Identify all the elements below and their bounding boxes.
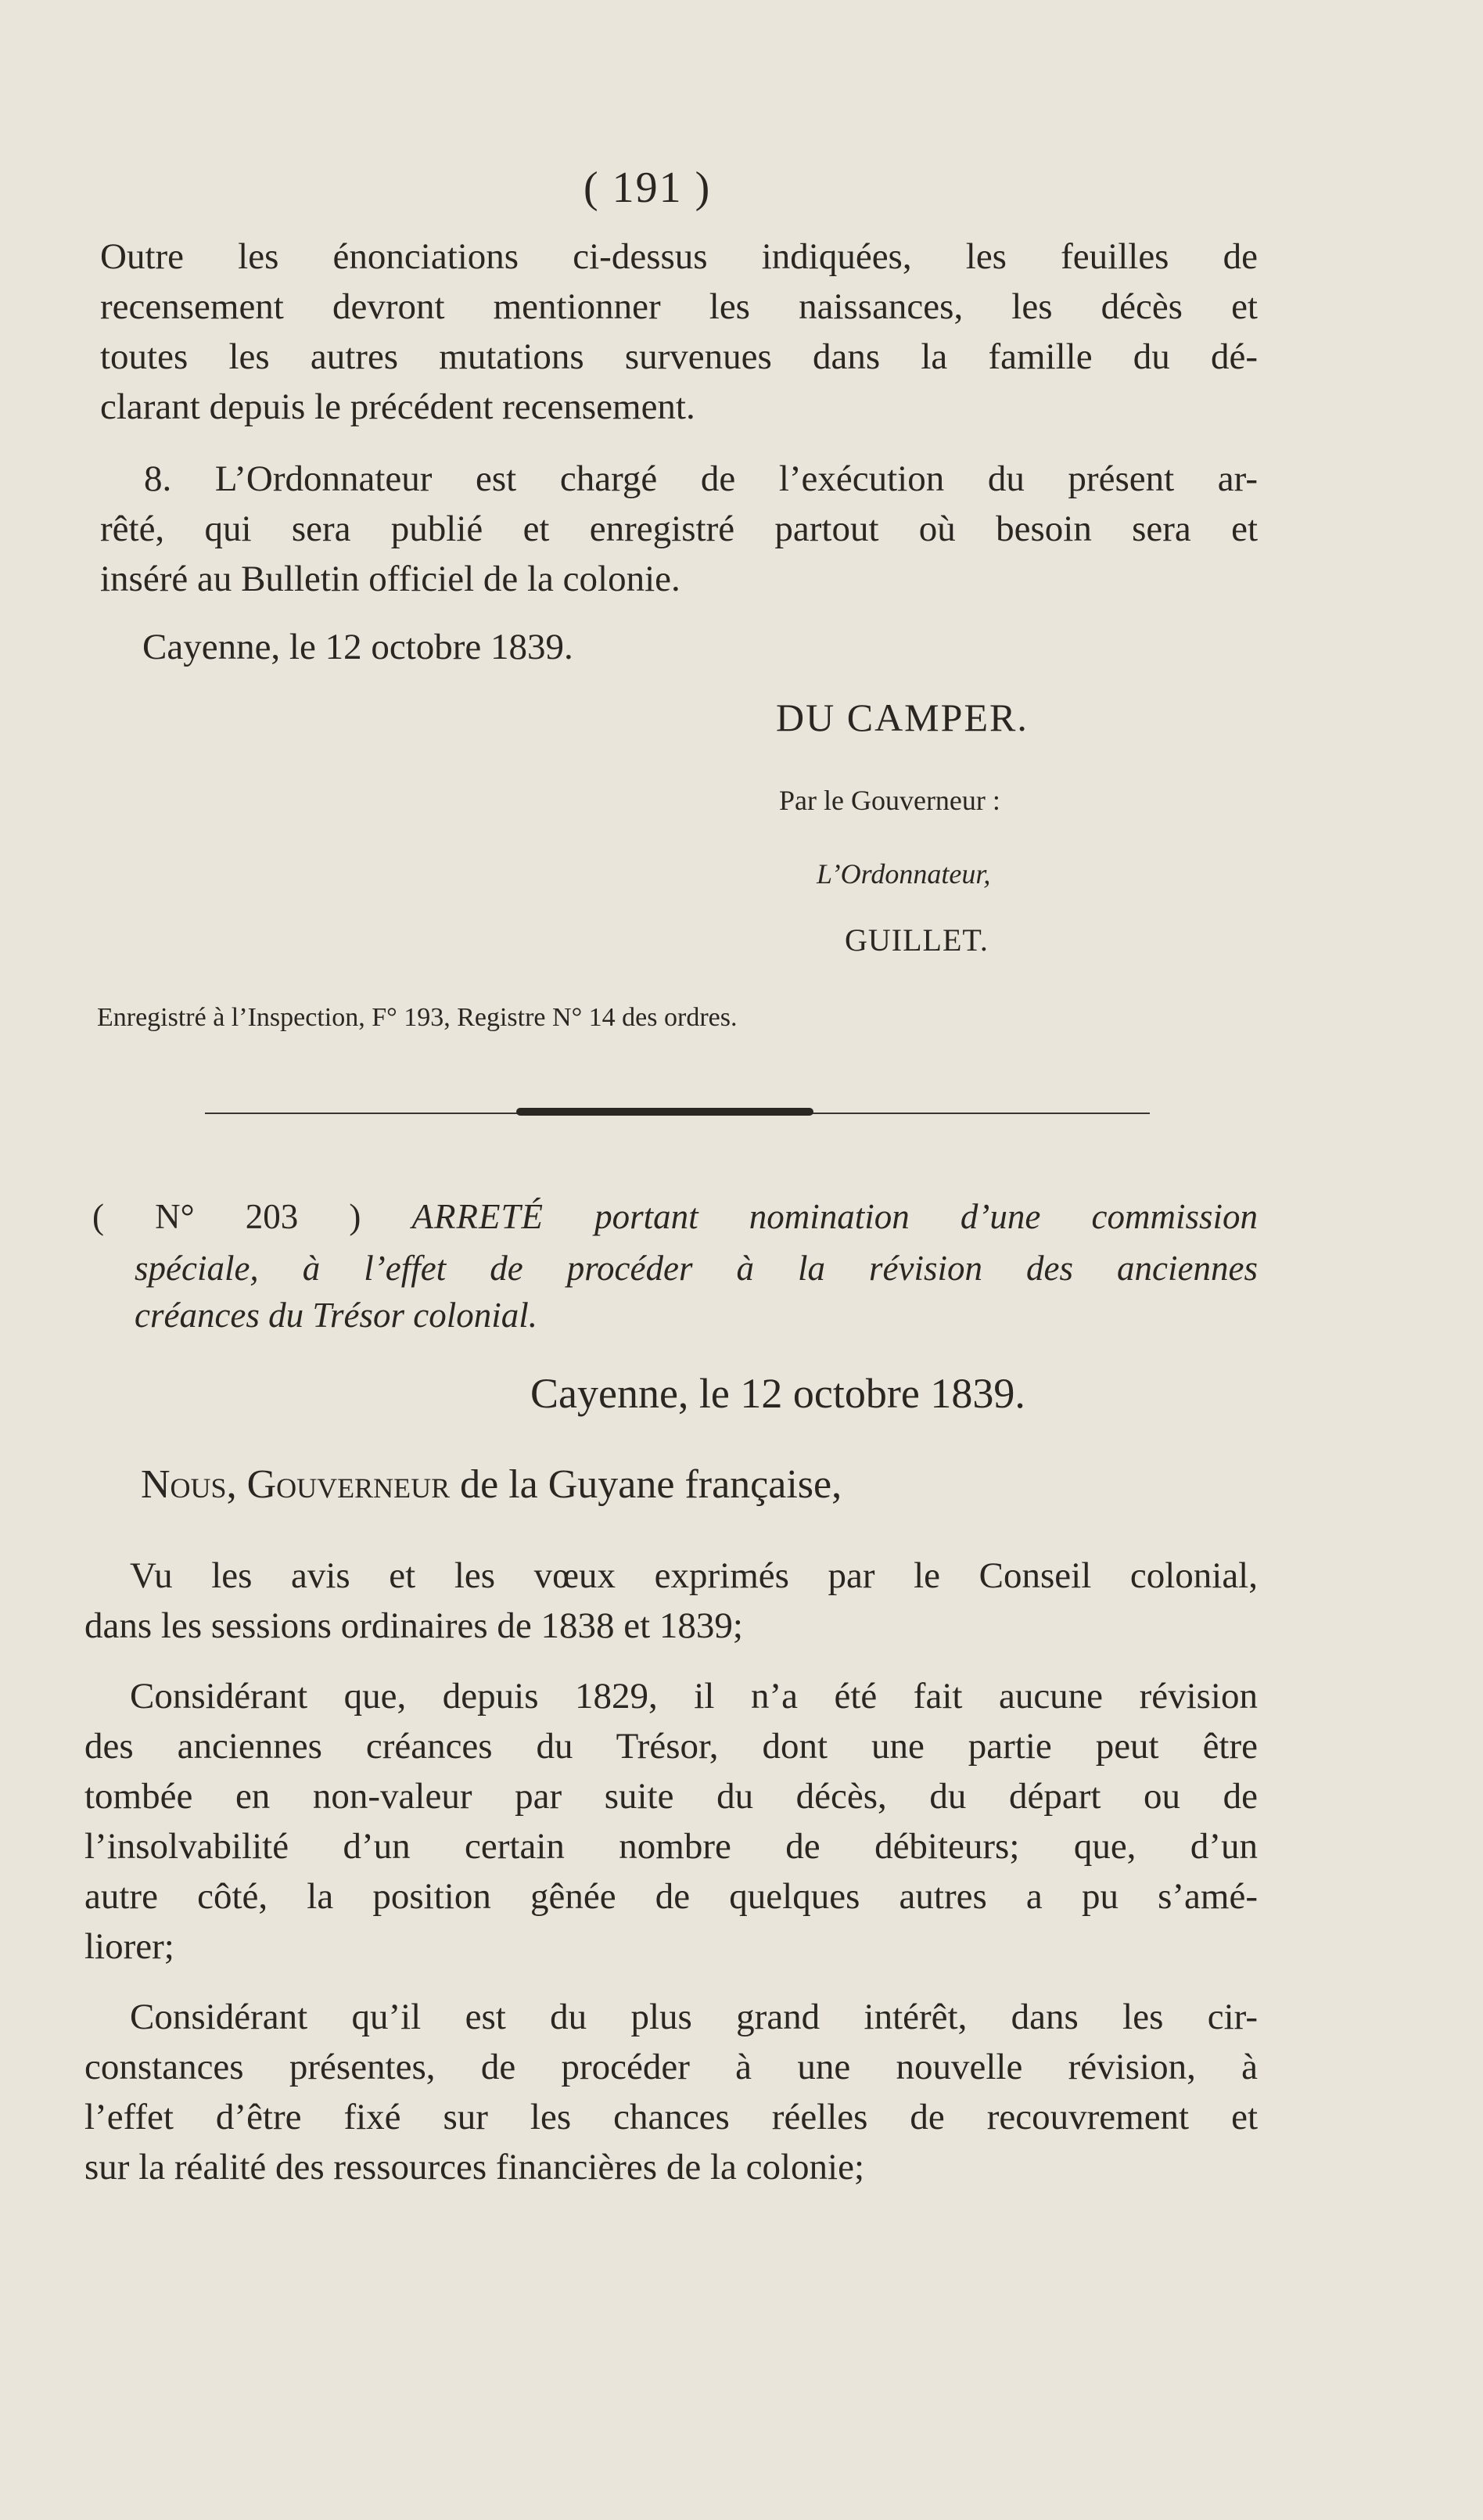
considerant-1-line-3: tombée en non-valeur par suite du décès, du départ ou de (84, 1776, 1258, 1817)
article-8-line-2: rêté, qui sera publié et enregistré partout où besoin sera et (100, 509, 1258, 549)
considerant-2-line-3: l’effet d’être fixé sur les chances réelles de recouvrement et (84, 2097, 1258, 2137)
considerant-1-line-1: Considérant que, depuis 1829, il n’a été fait aucune révision (130, 1676, 1258, 1717)
arrete-heading-line-2: spéciale, à l’effet de procéder à la révision des anciennes (135, 1249, 1258, 1288)
considerant-1-line-5: autre côté, la position gênée de quelques autres a pu s’amé- (84, 1876, 1258, 1917)
par-le-gouverneur: Par le Gouverneur : (779, 785, 1000, 816)
ordonnateur-title: L’Ordonnateur, (817, 858, 991, 890)
page-number: ( 191 ) (584, 164, 712, 212)
arrete-number: ( N° 203 ) (92, 1197, 361, 1236)
arrete-heading-line-3: créances du Trésor colonial. (135, 1296, 537, 1335)
signature-guillet: GUILLET. (845, 922, 989, 958)
dateline-2: Cayenne, le 12 octobre 1839. (530, 1370, 1025, 1417)
article-8-line-1: 8. L’Ordonnateur est chargé de l’exécution du présent ar- (144, 458, 1258, 499)
article-8-line-3: inséré au Bulletin officiel de la colonie. (100, 559, 680, 599)
arrete-heading-line-1 (92, 1192, 1258, 1241)
registry-note: Enregistré à l’Inspection, F° 193, Registre N° 14 des ordres. (97, 1003, 738, 1032)
nous-rest: de la Guyane française, (460, 1462, 842, 1507)
considerant-1-line-2: des anciennes créances du Trésor, dont une partie peut être (84, 1726, 1258, 1767)
paragraph-outre-line-3: toutes les autres mutations survenues dans la famille du dé- (100, 336, 1258, 377)
arrete-heading-rest: portant nomination d’une commission (594, 1197, 1259, 1236)
paragraph-outre-line-1: Outre les énonciations ci-dessus indiquées, les feuilles de (100, 236, 1258, 277)
paragraph-outre-line-2: recensement devront mentionner les naissances, les décès et (100, 286, 1258, 327)
signature-du-camper: DU CAMPER. (776, 696, 1029, 739)
dateline-1: Cayenne, le 12 octobre 1839. (142, 627, 573, 667)
nous-gouverneur-line (141, 1461, 842, 1508)
section-divider-ornament (516, 1108, 813, 1116)
vu-line-2: dans les sessions ordinaires de 1838 et 1839; (84, 1605, 743, 1646)
considerant-2-line-1: Considérant qu’il est du plus grand intérêt, dans les cir- (130, 1997, 1258, 2037)
considerant-1-line-4: l’insolvabilité d’un certain nombre de débiteurs; que, d’un (84, 1826, 1258, 1867)
considerant-2-line-4: sur la réalité des ressources financières de la colonie; (84, 2147, 865, 2187)
considerant-1-line-6: liorer; (84, 1926, 174, 1967)
vu-line-1: Vu les avis et les vœux exprimés par le Conseil colonial, (130, 1555, 1258, 1596)
paragraph-outre-line-4: clarant depuis le précédent recensement. (100, 386, 695, 427)
nous-gouverneur: Nous, Gouverneur (141, 1462, 451, 1507)
arrete-title: ARRETÉ (411, 1197, 544, 1236)
considerant-2-line-2: constances présentes, de procéder à une nouvelle révision, à (84, 2047, 1258, 2087)
